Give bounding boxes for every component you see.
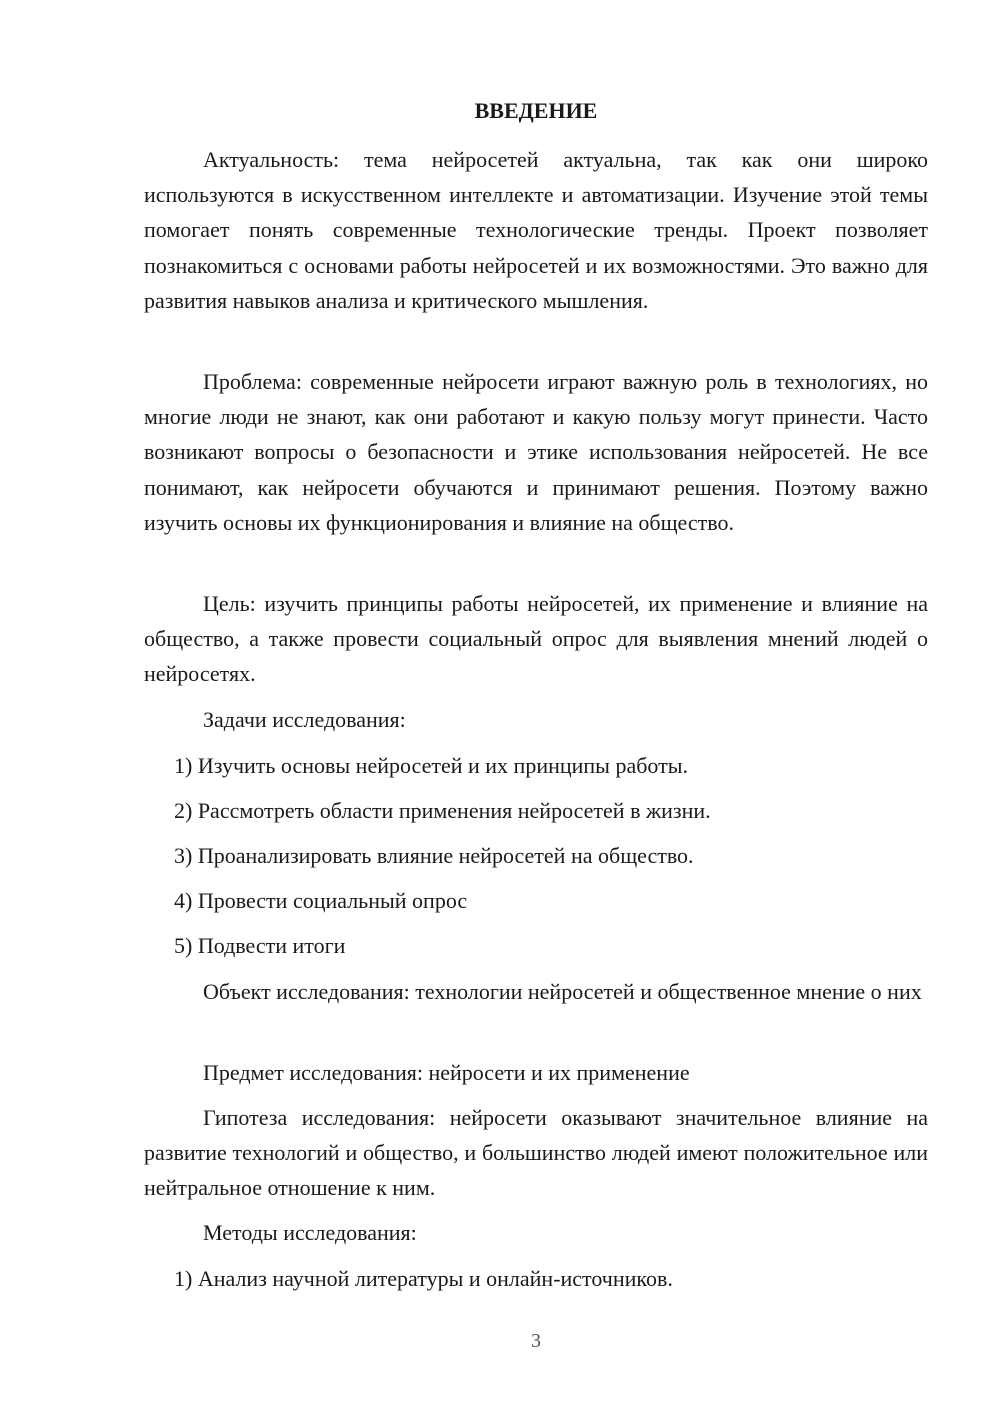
task-item: 5) Подвести итоги (174, 933, 346, 958)
object-paragraph: Объект исследования: технологии нейросетей и общественное мнение о них (203, 979, 922, 1004)
hypothesis-paragraph: Гипотеза исследования: нейросети оказывают значительное влияние на развитие технологий и общество, и большинство людей имеют положительное или нейтральное отношение к ним. (144, 1105, 928, 1201)
goal-paragraph: Цель: изучить принципы работы нейросетей, их применение и влияние на общество, а также провести социальный опрос для выявления мнений людей о нейросетях. (144, 591, 928, 687)
problem-paragraph: Проблема: современные нейросети играют важную роль в технологиях, но многие люди не знают, как они работают и какую пользу могут принести. Часто возникают вопросы о безопасности и этике использования нейросетей. Не все понимают, как нейросети обучаются и принимают решения. Поэтому важно изучить основы их функционирования и влияние на общество. (144, 369, 928, 535)
subject-line: Предмет исследования: нейросети и их применение (203, 1060, 690, 1085)
task-item: 2) Рассмотреть области применения нейросетей в жизни. (174, 798, 711, 823)
page-number: 3 (531, 1330, 541, 1352)
methods-title: Методы исследования: (203, 1220, 417, 1245)
task-item: 1) Изучить основы нейросетей и их принципы работы. (174, 753, 689, 778)
method-item: 1) Анализ научной литературы и онлайн-источников. (174, 1266, 673, 1291)
task-item: 3) Проанализировать влияние нейросетей на общество. (174, 843, 694, 868)
section-heading: ВВЕДЕНИЕ (474, 98, 598, 123)
relevance-paragraph: Актуальность: тема нейросетей актуальна, так как они широко используются в искусственном интеллекте и автоматизации. Изучение этой темы помогает понять современные технологические тренды. Проект позволяет познакомиться с основами работы нейросетей и их возможностями. Это важно для развития навыков анализа и критического мышления. (144, 147, 928, 313)
task-item: 4) Провести социальный опрос (174, 888, 468, 913)
tasks-title: Задачи исследования: (203, 707, 406, 732)
